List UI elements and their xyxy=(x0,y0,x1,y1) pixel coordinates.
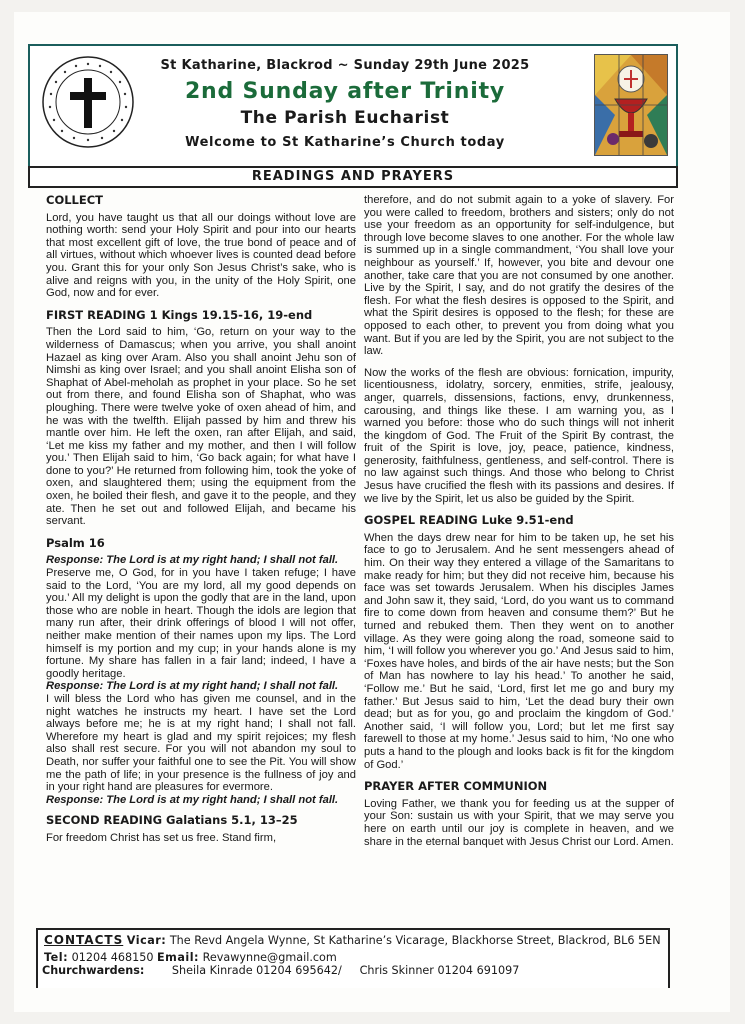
psalm-verses: I will bless the Lord who has given me counsel, and in the night watches he instructs my heart. I have set the Lord always before me; he is at my right hand; I shall not fall. Wherefore my heart is glad and my spirit rejoices; my flesh also shall rest secure. For you will not abandon my soul to Death, nor suffer your faithful one to see the Pit. You will show me the path of life; in your presence is the fullness of joy and in your right hand are pleasures for evermore. xyxy=(46,692,356,794)
gospel-heading: GOSPEL READING Luke 9.51-end xyxy=(364,513,574,528)
email-address[interactable]: Revawynne@gmail.com xyxy=(202,951,337,964)
psalm-verses: Preserve me, O God, for in you have I taken refuge; I have said to the Lord, ‘You are my lord, all my good depends on you.’ All my delight is upon the godly that are in the land, upon those who are noble in heart. Though the idols are legion that many run after, their drink offerings of blood I will not offer, neither make mention of their names upon my lips. The Lord himself is my portion and my cup; in your hands alone is my fortune. My share has fallen in a fair land; indeed, I have a goodly heritage. xyxy=(46,567,356,680)
psalm-heading: Psalm 16 xyxy=(46,535,105,550)
left-column xyxy=(46,194,356,854)
post-communion-text: Loving Father, we thank you for feeding us at the supper of your Son: sustain us with your Spirit, that we may serve you here on earth until our joy is complete in heaven, and we share in the eternal banquet with Jesus Christ our Lord. Amen. xyxy=(364,797,674,848)
churchwardens-line xyxy=(42,964,519,978)
churchwardens-label: Churchwardens: xyxy=(42,964,145,977)
tel-number: 01204 468150 xyxy=(71,951,154,964)
title-block xyxy=(130,56,560,150)
welcome-text: Welcome to St Katharine’s Church today xyxy=(185,135,505,150)
psalm-response: Response: The Lord is at my right hand; I shall not fall. xyxy=(46,554,339,567)
service-title: The Parish Eucharist xyxy=(240,108,450,128)
stained-glass-chalice-icon xyxy=(594,54,668,156)
second-reading-heading: SECOND READING Galatians 5.1, 13–25 xyxy=(46,813,298,828)
second-reading-text: For freedom Christ has set us free. Stand firm, xyxy=(46,831,277,844)
sunday-title: 2nd Sunday after Trinity xyxy=(184,79,506,104)
gospel-text: When the days drew near for him to be taken up, he set his face to go to Jerusalem. And he sent messengers ahead of him. On their way they entered a village of the Samaritans to make ready for him; but they did not receive him, because his face was set towards Jerusalem. When his disciples James and John saw it, they said, ‘Lord, do you want us to command fire to come down from heaven and consume them?’ But he turned and rebuked them. Then they went on to another village. As they were going along the road, someone said to him, ‘I will follow you wherever you go.’ And Jesus said to him, ‘Foxes have holes, and birds of the air have nests; but the Son of Man has nowhere to lay his head.’ To another he said, ‘Follow me.’ But he said, ‘Lord, first let me go and bury my father.’ But Jesus said to him, ‘Let the dead bury their own dead; but as for you, go and proclaim the kingdom of God.’ Another said, ‘I will follow you, Lord; but let me first say farewell to those at my home.’ Jesus said to him, ‘No one who puts a hand to the plough and looks back is fit for the kingdom of God.’ xyxy=(364,531,674,771)
church-and-date: St Katharine, Blackrod ~ Sunday 29th June 2025 xyxy=(160,58,530,73)
post-communion-heading: PRAYER AFTER COMMUNION xyxy=(364,779,548,794)
right-column xyxy=(364,194,674,857)
vicar-label: Vicar: xyxy=(126,934,167,947)
first-reading-text: Then the Lord said to him, ‘Go, return on your way to the wilderness of Damascus; when you arrive, you shall anoint Hazael as king over Aram. Also you shall anoint Jehu son of Nimshi as king over Israel; and you shall anoint Elisha son of Shaphat of Abel-meholah as prophet in your place. So he set out from there, and found Elisha son of Shaphat, who was ploughing. There were twelve yoke of oxen ahead of him, and he was with the twelfth. Elijah passed by him and threw his mantle over him. He left the oxen, ran after Elijah, and said, ‘Let me kiss my father and my mother, and then I will follow you.’ Then Elijah said to him, ‘Go back again; for what have I done to you?’ He returned from following him, took the yoke of oxen, and slaughtered them; using the equipment from the oxen, he boiled their flesh, and gave it to the people, and they ate. Then he set out and followed Elijah, and became his servant. xyxy=(46,326,356,528)
contacts-box xyxy=(36,928,670,988)
first-reading-heading: FIRST READING 1 Kings 19.15-16, 19-end xyxy=(46,307,313,322)
tel-label: Tel: xyxy=(44,951,69,964)
second-reading-continued: therefore, and do not submit again to a yoke of slavery. For you were called to freedom, brothers and sisters; only do not use your freedom as an opportunity for self-indulgence, but through love become slaves to one another. For the whole law is summed up in a single commandment, ‘You shall love your neighbour as yourself.’ If, however, you bite and devour one another, take care that you are not consumed by one another. Live by the Spirit, I say, and do not gratify the desires of the flesh. For what the flesh desires is opposed to the Spirit, and what the Spirit desires is opposed to the flesh; for these are opposed to each other, to prevent you from doing what you want. But if you are led by the Spirit, you are not subject to the law. xyxy=(364,194,674,358)
warden-contact: Sheila Kinrade 01204 695642/ xyxy=(171,964,342,977)
psalm-response: Response: The Lord is at my right hand; I shall not fall. xyxy=(46,680,339,693)
psalm-response: Response: The Lord is at my right hand; I shall not fall. xyxy=(46,793,339,806)
cross-seal-icon xyxy=(40,54,136,150)
collect-text: Lord, you have taught us that all our doings without love are nothing worth: send your Holy Spirit and pour into our hearts that most excellent gift of love, the true bond of peace and of all virtues, without which whoever lives is counted dead before you. Grant this for your only Son Jesus Christ’s sake, who is alive and reigns with you, in the unity of the Holy Spirit, one God, now and for ever. xyxy=(46,211,356,300)
collect-heading: COLLECT xyxy=(46,193,104,207)
contacts-title: CONTACTS xyxy=(44,933,124,947)
newsletter-header xyxy=(28,44,678,169)
vicar-details: The Revd Angela Wynne, St Katharine’s Vicarage, Blackhorse Street, Blackrod, BL6 5EN xyxy=(169,934,661,947)
second-reading-continued: Now the works of the flesh are obvious: fornication, impurity, licentiousness, idolatry, sorcery, enmities, strife, jealousy, anger, quarrels, dissensions, factions, envy, drunkenness, carousing, and things like these. I am warning you, as I warned you before: those who do such things will not inherit the kingdom of God. The Fruit of the Spirit By contrast, the fruit of the Spirit is love, joy, peace, patience, kindness, generosity, faithfulness, gentleness, and self-control. There is no law against such things. And those who belong to Christ Jesus have crucified the flesh with its passions and desires. If we live by the Spirit, let us also be guided by the Spirit. xyxy=(364,366,674,505)
email-label: Email: xyxy=(157,951,200,964)
warden-contact: Chris Skinner 01204 691097 xyxy=(359,964,520,977)
section-title: READINGS AND PRAYERS xyxy=(28,166,678,188)
